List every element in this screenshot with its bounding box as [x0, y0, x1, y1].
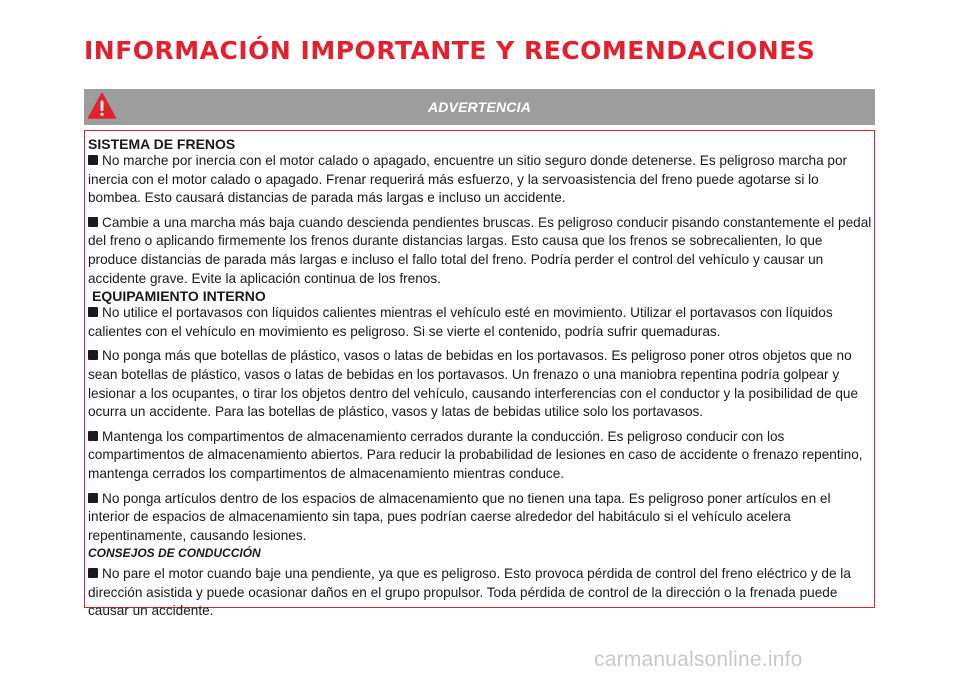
warning-header — [84, 89, 875, 125]
section-title-brakes: SISTEMA DE FRENOS — [88, 136, 236, 152]
warning-label: ADVERTENCIA — [427, 99, 532, 115]
section-title-driving: CONSEJOS DE CONDUCCIÓN — [88, 546, 261, 561]
warning-content — [88, 136, 873, 621]
list-item: Cambie a una marcha más baja cuando descienda pendientes bruscas. Es peligroso conducir pisando constantemente el pedal del freno o aplicando firmemente los frenos durante distancias largas. Esto causa que los frenos se sobrecalienten, lo que produce distancias de parada más largas e incluso el fallo total del freno. Podría perder el control del vehículo y causar un accidente grave. Evite la aplicación continua de los frenos. — [88, 214, 872, 286]
bullet-icon — [88, 568, 98, 578]
bullet-icon — [88, 307, 98, 317]
page-title: INFORMACIÓN IMPORTANTE Y RECOMENDACIONES — [84, 36, 816, 65]
list-item: No ponga más que botellas de plástico, vasos o latas de bebidas en los portavasos. Es peligroso poner otros objetos que no sean botellas de plástico, vasos o latas de bebidas en los portavasos. Un frenazo o una maniobra repentina podría golpear y lesionar a los ocupantes, o tirar los objetos dentro del vehículo, causando interferencias con el conductor y la posibilidad de que ocurra un accidente. Para las botellas de plástico, vasos y latas de bebidas utilice solo los portavasos. — [88, 348, 859, 420]
bullet-icon — [88, 350, 98, 360]
list-item: No utilice el portavasos con líquidos calientes mientras el vehículo esté en movimiento. Utilizar el portavasos con líquidos calientes con el vehículo en movimiento es peligroso. Si se vierte el contenido, podría sufrir quemaduras. — [88, 305, 833, 339]
watermark: carmanualsonline.info — [594, 648, 803, 671]
list-item: No ponga artículos dentro de los espacios de almacenamiento que no tienen una tapa. Es peligroso poner artículos en el interior de espacios de almacenamiento sin tapa, pues podrían caerse alrededor del habitáculo si el vehículo acelera repentinamente, causando lesiones. — [88, 490, 831, 543]
list-item: No pare el motor cuando baje una pendiente, ya que es peligroso. Esto provoca pérdida de control del freno eléctrico y de la dirección asistida y puede ocasionar daños en el grupo propulsor. Toda pérdida de control de la dirección o la frenada puede causar un accidente. — [88, 566, 851, 619]
warning-box — [84, 130, 875, 619]
bullet-icon — [88, 155, 98, 165]
bullet-icon — [88, 493, 98, 503]
list-item: Mantenga los compartimentos de almacenamiento cerrados durante la conducción. Es peligroso conducir con los compartimentos de almacenamiento abiertos. Para reducir la probabilidad de lesiones en caso de accidente o frenazo repentino, mantenga cerrados los compartimentos de almacenamiento mientras conduce. — [88, 428, 863, 481]
bullet-icon — [88, 431, 98, 441]
section-title-interior: EQUIPAMIENTO INTERNO — [92, 288, 266, 305]
bullet-icon — [88, 217, 98, 227]
list-item: No marche por inercia con el motor calado o apagado, encuentre un sitio seguro donde detenerse. Es peligroso marcha por inercia con el motor calado o apagado. Frenar requerirá más esfuerzo, y la servoasistencia del freno puede agotarse si lo bombea. Esto causará distancias de parada más largas e incluso un accidente. — [88, 153, 848, 206]
